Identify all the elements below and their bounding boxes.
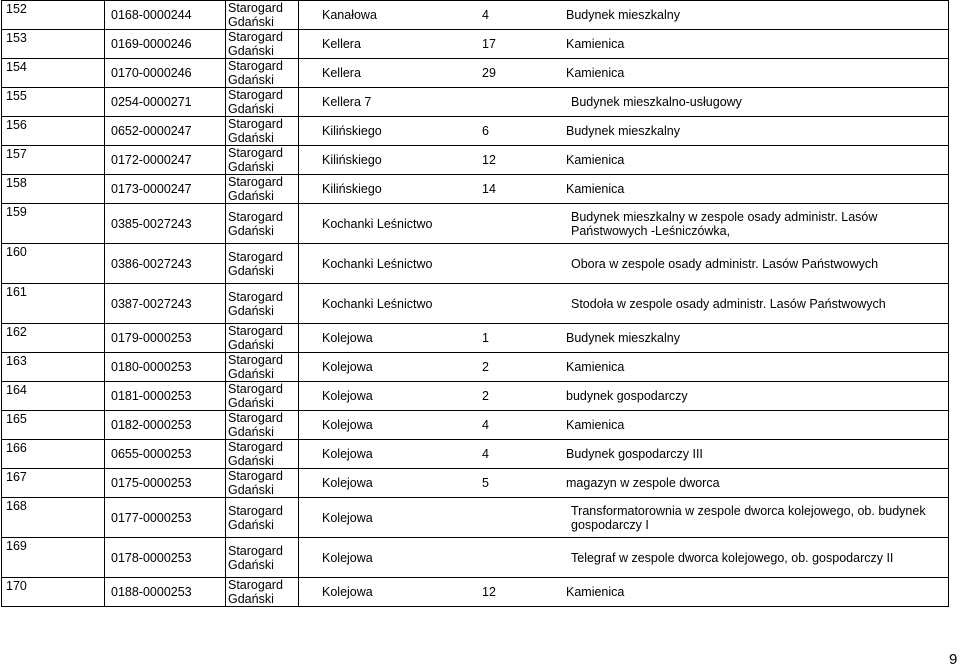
table-row bbox=[2, 538, 949, 578]
register-code: 0182-0000253 bbox=[105, 411, 226, 440]
locality: Starogard Gdański bbox=[226, 88, 299, 117]
description: Budynek mieszkalny bbox=[566, 124, 680, 138]
locality: Starogard Gdański bbox=[226, 538, 299, 578]
street: Kolejowa bbox=[322, 476, 373, 490]
register-body bbox=[2, 1, 949, 607]
description: Stodoła w zespole osady administr. Lasów Państwowych bbox=[571, 296, 886, 311]
street: Kochanki Leśnictwo bbox=[322, 216, 433, 231]
row-number: 165 bbox=[2, 411, 105, 440]
table-row bbox=[2, 353, 949, 382]
address-cell bbox=[299, 117, 949, 146]
register-table bbox=[1, 0, 949, 607]
row-number: 160 bbox=[2, 244, 105, 284]
house-number: 12 bbox=[482, 153, 496, 167]
description: Kamienica bbox=[566, 182, 625, 196]
address-cell bbox=[299, 244, 949, 284]
street: Kellera 7 bbox=[322, 95, 372, 109]
register-code: 0655-0000253 bbox=[105, 440, 226, 469]
description: Budynek mieszkalno-usługowy bbox=[571, 95, 742, 109]
house-number: 17 bbox=[482, 37, 496, 51]
description: Telegraf w zespole dworca kolejowego, ob. gospodarczy II bbox=[571, 550, 894, 565]
row-number: 153 bbox=[2, 30, 105, 59]
street: Kilińskiego bbox=[322, 182, 382, 196]
description: Kamienica bbox=[566, 66, 625, 80]
address-cell bbox=[299, 204, 949, 244]
register-code: 0387-0027243 bbox=[105, 284, 226, 324]
row-number: 161 bbox=[2, 284, 105, 324]
street: Kellera bbox=[322, 66, 361, 80]
house-number: 29 bbox=[482, 66, 496, 80]
street: Kolejowa bbox=[322, 360, 373, 374]
house-number: 6 bbox=[482, 124, 489, 138]
address-cell bbox=[299, 59, 949, 88]
street: Kanałowa bbox=[322, 8, 377, 22]
locality: Starogard Gdański bbox=[226, 578, 299, 607]
locality: Starogard Gdański bbox=[226, 117, 299, 146]
locality: Starogard Gdański bbox=[226, 324, 299, 353]
street: Kolejowa bbox=[322, 585, 373, 599]
street: Kolejowa bbox=[322, 510, 373, 525]
locality: Starogard Gdański bbox=[226, 353, 299, 382]
locality: Starogard Gdański bbox=[226, 59, 299, 88]
table-row bbox=[2, 117, 949, 146]
street: Kolejowa bbox=[322, 550, 373, 565]
register-code: 0254-0000271 bbox=[105, 88, 226, 117]
table-row bbox=[2, 1, 949, 30]
locality: Starogard Gdański bbox=[226, 146, 299, 175]
table-row bbox=[2, 59, 949, 88]
house-number: 14 bbox=[482, 182, 496, 196]
register-code: 0181-0000253 bbox=[105, 382, 226, 411]
street: Kochanki Leśnictwo bbox=[322, 256, 433, 271]
table-row bbox=[2, 204, 949, 244]
row-number: 164 bbox=[2, 382, 105, 411]
register-code: 0168-0000244 bbox=[105, 1, 226, 30]
description: Transformatorownia w zespole dworca kolejowego, ob. budynek gospodarczy I bbox=[571, 503, 926, 532]
description: Obora w zespole osady administr. Lasów Państwowych bbox=[571, 256, 879, 271]
register-code: 0175-0000253 bbox=[105, 469, 226, 498]
row-number: 157 bbox=[2, 146, 105, 175]
address-cell bbox=[299, 175, 949, 204]
locality: Starogard Gdański bbox=[226, 30, 299, 59]
description: Budynek mieszkalny w zespole osady administr. Lasów Państwowych -Leśniczówka, bbox=[571, 209, 878, 238]
table-row bbox=[2, 411, 949, 440]
house-number: 4 bbox=[482, 8, 489, 22]
address-cell bbox=[299, 88, 949, 117]
description: magazyn w zespole dworca bbox=[566, 476, 720, 490]
address-cell bbox=[299, 146, 949, 175]
address-cell bbox=[299, 30, 949, 59]
address-cell bbox=[299, 382, 949, 411]
address-cell bbox=[299, 538, 949, 578]
row-number: 169 bbox=[2, 538, 105, 578]
row-number: 156 bbox=[2, 117, 105, 146]
row-number: 168 bbox=[2, 498, 105, 538]
register-code: 0179-0000253 bbox=[105, 324, 226, 353]
register-code: 0173-0000247 bbox=[105, 175, 226, 204]
description: Kamienica bbox=[566, 360, 625, 374]
street: Kellera bbox=[322, 37, 361, 51]
locality: Starogard Gdański bbox=[226, 244, 299, 284]
address-cell bbox=[299, 1, 949, 30]
address-cell bbox=[299, 411, 949, 440]
description: budynek gospodarczy bbox=[566, 389, 688, 403]
table-row bbox=[2, 469, 949, 498]
locality: Starogard Gdański bbox=[226, 204, 299, 244]
register-code: 0188-0000253 bbox=[105, 578, 226, 607]
row-number: 155 bbox=[2, 88, 105, 117]
locality: Starogard Gdański bbox=[226, 440, 299, 469]
locality: Starogard Gdański bbox=[226, 284, 299, 324]
description: Budynek mieszkalny bbox=[566, 8, 680, 22]
row-number: 166 bbox=[2, 440, 105, 469]
house-number: 12 bbox=[482, 585, 496, 599]
description: Kamienica bbox=[566, 585, 625, 599]
table-row bbox=[2, 498, 949, 538]
table-row bbox=[2, 175, 949, 204]
house-number: 2 bbox=[482, 360, 489, 374]
street: Kolejowa bbox=[322, 447, 373, 461]
locality: Starogard Gdański bbox=[226, 469, 299, 498]
register-code: 0652-0000247 bbox=[105, 117, 226, 146]
table-row bbox=[2, 382, 949, 411]
house-number: 1 bbox=[482, 331, 489, 345]
locality: Starogard Gdański bbox=[226, 1, 299, 30]
house-number: 4 bbox=[482, 418, 489, 432]
locality: Starogard Gdański bbox=[226, 411, 299, 440]
locality: Starogard Gdański bbox=[226, 175, 299, 204]
address-cell bbox=[299, 498, 949, 538]
row-number: 170 bbox=[2, 578, 105, 607]
address-cell bbox=[299, 440, 949, 469]
description: Budynek gospodarczy III bbox=[566, 447, 703, 461]
row-number: 167 bbox=[2, 469, 105, 498]
street: Kolejowa bbox=[322, 331, 373, 345]
row-number: 158 bbox=[2, 175, 105, 204]
description: Kamienica bbox=[566, 153, 625, 167]
table-row bbox=[2, 324, 949, 353]
register-code: 0385-0027243 bbox=[105, 204, 226, 244]
address-cell bbox=[299, 469, 949, 498]
locality: Starogard Gdański bbox=[226, 498, 299, 538]
address-cell bbox=[299, 353, 949, 382]
table-row bbox=[2, 30, 949, 59]
table-row bbox=[2, 244, 949, 284]
register-code: 0169-0000246 bbox=[105, 30, 226, 59]
street: Kochanki Leśnictwo bbox=[322, 296, 433, 311]
row-number: 159 bbox=[2, 204, 105, 244]
house-number: 4 bbox=[482, 447, 489, 461]
house-number: 2 bbox=[482, 389, 489, 403]
street: Kolejowa bbox=[322, 418, 373, 432]
address-cell bbox=[299, 578, 949, 607]
table-row bbox=[2, 146, 949, 175]
table-row bbox=[2, 578, 949, 607]
page-number: 9 bbox=[949, 651, 958, 668]
register-code: 0180-0000253 bbox=[105, 353, 226, 382]
street: Kilińskiego bbox=[322, 124, 382, 138]
address-cell bbox=[299, 284, 949, 324]
row-number: 163 bbox=[2, 353, 105, 382]
description: Kamienica bbox=[566, 37, 625, 51]
description: Kamienica bbox=[566, 418, 625, 432]
register-code: 0170-0000246 bbox=[105, 59, 226, 88]
address-cell bbox=[299, 324, 949, 353]
street: Kolejowa bbox=[322, 389, 373, 403]
description: Budynek mieszkalny bbox=[566, 331, 680, 345]
row-number: 152 bbox=[2, 1, 105, 30]
house-number: 5 bbox=[482, 476, 489, 490]
register-code: 0177-0000253 bbox=[105, 498, 226, 538]
table-row bbox=[2, 440, 949, 469]
locality: Starogard Gdański bbox=[226, 382, 299, 411]
street: Kilińskiego bbox=[322, 153, 382, 167]
register-code: 0386-0027243 bbox=[105, 244, 226, 284]
row-number: 162 bbox=[2, 324, 105, 353]
register-code: 0172-0000247 bbox=[105, 146, 226, 175]
row-number: 154 bbox=[2, 59, 105, 88]
table-row bbox=[2, 88, 949, 117]
register-code: 0178-0000253 bbox=[105, 538, 226, 578]
table-row bbox=[2, 284, 949, 324]
